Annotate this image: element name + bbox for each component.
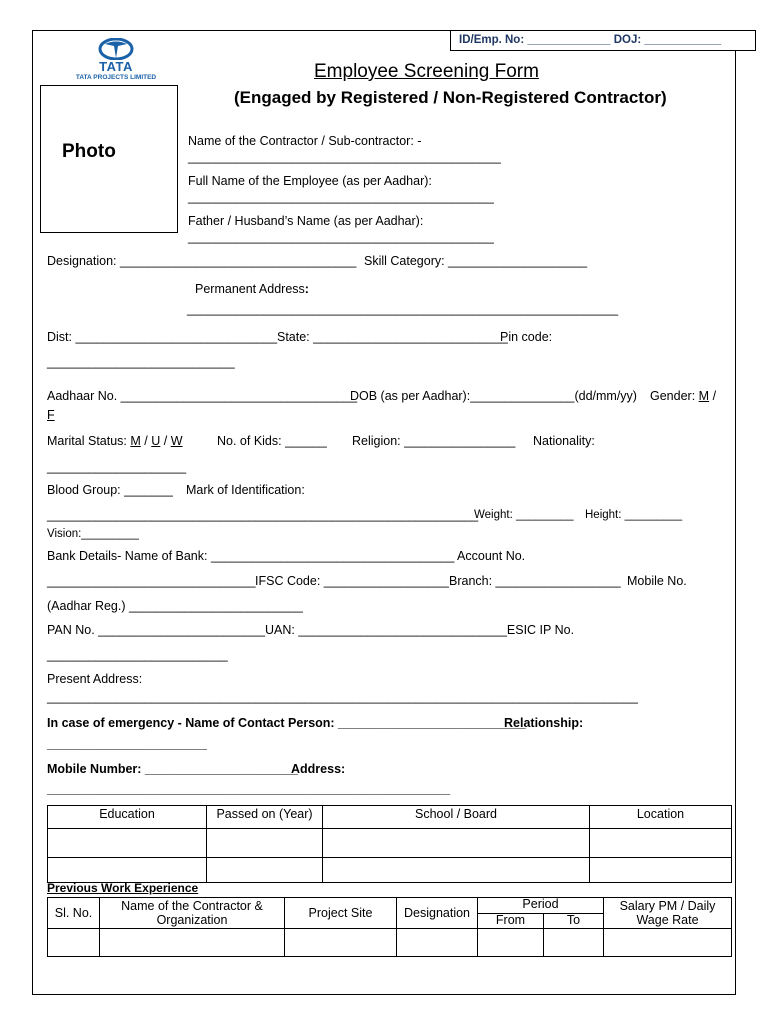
esic-field[interactable]: __________________________ [47, 648, 228, 662]
period-to-header: To [544, 913, 604, 929]
period-to-cell[interactable] [544, 929, 604, 957]
sl-no-cell[interactable] [48, 929, 100, 957]
form-title: Employee Screening Form [314, 61, 539, 82]
salary-header: Salary PM / Daily Wage Rate [604, 898, 732, 929]
account-number-field[interactable]: ______________________________ [47, 574, 256, 588]
school-board-header: School / Board [323, 806, 590, 829]
identification-mark-label: Mark of Identification: [186, 483, 305, 497]
present-address-field[interactable]: _____________________________________________________________________________________ [47, 690, 638, 704]
father-name-field[interactable]: ____________________________________________ [188, 230, 494, 244]
contractor-org-cell[interactable] [100, 929, 285, 957]
passed-on-cell[interactable] [207, 858, 323, 883]
employee-name-field[interactable]: ____________________________________________ [188, 190, 494, 204]
state-field[interactable]: State: ____________________________ [277, 330, 508, 344]
location-cell[interactable] [590, 858, 732, 883]
relationship-label: Relationship: [504, 716, 584, 730]
location-header: Location [590, 806, 732, 829]
table-row [48, 829, 732, 858]
school-board-cell[interactable] [323, 829, 590, 858]
designation-field[interactable]: Designation: __________________________________ [47, 254, 357, 268]
vision-field[interactable]: Vision:_________ [47, 528, 139, 540]
pincode-field[interactable]: ___________________________ [47, 355, 235, 369]
permanent-address-field[interactable]: ______________________________________________________________ [187, 302, 619, 316]
school-board-cell[interactable] [323, 858, 590, 883]
table-row [48, 898, 732, 914]
contractor-org-header: Name of the Contractor & Organization [100, 898, 285, 929]
bank-details-field[interactable]: Bank Details- Name of Bank: ___________________________________ Account No. [47, 549, 526, 563]
sl-no-header: Sl. No. [48, 898, 100, 929]
previous-work-experience-title: Previous Work Experience [47, 881, 199, 895]
weight-field[interactable]: Weight: _________ [474, 509, 574, 521]
table-row [48, 929, 732, 957]
relationship-field[interactable]: _______________________ [47, 737, 207, 751]
table-row [48, 806, 732, 829]
dob-field[interactable]: DOB (as per Aadhar):_______________(dd/mm/yy) [350, 389, 637, 403]
tata-emblem-icon [98, 38, 134, 60]
table-row [48, 858, 732, 883]
passed-on-cell[interactable] [207, 829, 323, 858]
employee-name-label: Full Name of the Employee (as per Aadhar): [188, 174, 432, 188]
height-field[interactable]: Height: _________ [585, 509, 683, 521]
marital-status-field[interactable]: Marital Status: M / U / W [47, 434, 183, 448]
form-subtitle: (Engaged by Registered / Non-Registered Contractor) [234, 88, 667, 107]
gender-field[interactable]: Gender: M / [650, 389, 717, 403]
period-from-header: From [478, 913, 544, 929]
emergency-address-field[interactable]: __________________________________________________________ [47, 782, 451, 796]
salary-cell[interactable] [604, 929, 732, 957]
nationality-field[interactable]: ____________________ [47, 460, 187, 474]
mobile-label: Mobile No. [627, 574, 687, 588]
education-table [47, 805, 732, 883]
pincode-label: Pin code: [500, 330, 553, 344]
permanent-address-label: Permanent Address: [195, 282, 309, 296]
emergency-mobile-field[interactable]: Mobile Number: ______________________ [47, 762, 298, 776]
ifsc-field[interactable]: IFSC Code: __________________ [255, 574, 449, 588]
gender-f-option[interactable]: F [47, 408, 55, 422]
aadhaar-field[interactable]: Aadhaar No. __________________________________ [47, 389, 358, 403]
photo-label: Photo [62, 141, 116, 162]
logo-brand: TATA [99, 59, 133, 74]
location-cell[interactable] [590, 829, 732, 858]
experience-table [47, 897, 732, 957]
emergency-contact-field[interactable]: In case of emergency - Name of Contact Person: ___________________________ [47, 716, 526, 730]
project-site-header: Project Site [285, 898, 397, 929]
contractor-label: Name of the Contractor / Sub-contractor: - [188, 134, 422, 148]
photo-box[interactable] [40, 85, 178, 233]
designation-cell[interactable] [397, 929, 478, 957]
kids-field[interactable]: No. of Kids: ______ [217, 434, 327, 448]
blood-group-field[interactable]: Blood Group: _______ [47, 483, 173, 497]
education-cell[interactable] [48, 858, 207, 883]
id-doj-box[interactable]: ID/Emp. No: _____________ DOJ: ____________ [450, 30, 756, 51]
passed-on-header: Passed on (Year) [207, 806, 323, 829]
project-site-cell[interactable] [285, 929, 397, 957]
tata-logo [66, 38, 166, 90]
branch-field[interactable]: Branch: __________________ [449, 574, 621, 588]
religion-field[interactable]: Religion: ________________ [352, 434, 516, 448]
identification-mark-field[interactable]: ______________________________________________________________ [47, 508, 479, 522]
dist-field[interactable]: Dist: _____________________________ [47, 330, 278, 344]
education-cell[interactable] [48, 829, 207, 858]
emergency-address-label: Address: [291, 762, 346, 776]
father-name-label: Father / Husband’s Name (as per Aadhar): [188, 214, 424, 228]
logo-subtitle: TATA PROJECTS LIMITED [75, 74, 157, 81]
contractor-field[interactable]: _____________________________________________ [188, 150, 501, 164]
present-address-label: Present Address: [47, 672, 143, 686]
nationality-label: Nationality: [533, 434, 595, 448]
skill-category-field[interactable]: Skill Category: ____________________ [364, 254, 588, 268]
pan-uan-field[interactable]: PAN No. ________________________UAN: ______________________________ESIC IP No. [47, 623, 575, 637]
aadhar-reg-mobile-field[interactable]: (Aadhar Reg.) _________________________ [47, 599, 303, 613]
designation-header: Designation [397, 898, 478, 929]
education-header: Education [48, 806, 207, 829]
period-header: Period [478, 898, 604, 914]
period-from-cell[interactable] [478, 929, 544, 957]
